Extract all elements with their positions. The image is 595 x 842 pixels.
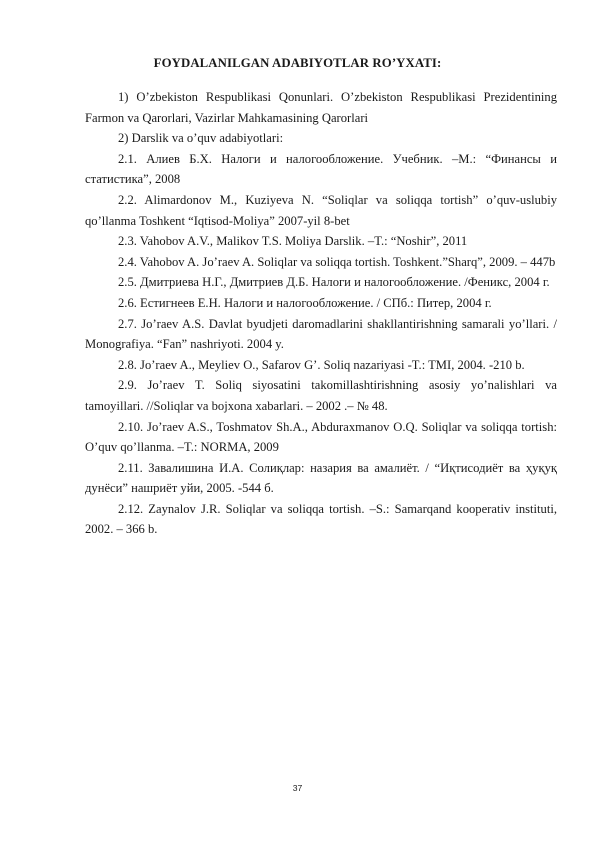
- reference-item: 2) Darslik va o’quv adabiyotlari:: [118, 131, 284, 146]
- reference-item: 1) O’zbekiston Respublikasi Qonunlari. O’zbekiston Respublikasi Prezidentining Farmon va Qarorlari, Vazirlar Mahkamasining Qarorlari: [85, 90, 557, 125]
- reference-item: 2.1. Алиев Б.Х. Налоги и налогообложение. Учебник. –М.: “Финансы и статистика”, 2008: [85, 151, 557, 187]
- reference-item: 2.4. Vahobov A. Jo’raev A. Soliqlar va soliqqa tortish. Toshkent.”Sharq”, 2009. – 447b: [118, 254, 556, 269]
- page-number: 37: [292, 783, 303, 793]
- reference-item: 2.2. Alimardonov M., Kuziyeva N. “Soliqlar va soliqqa tortish” o’quv-uslubiy qo’llanma Toshkent “Iqtisod-Moliya” 2007-yil 8-bet: [85, 192, 557, 228]
- reference-item: 2.7. Jo’raev A.S. Davlat byudjeti daromadlarini shakllantirishning samarali yo’llari. / Monografiya. “Fan” nashriyoti. 2004 y.: [85, 316, 557, 352]
- reference-item: 2.9. Jo’raev T. Soliq siyosatini takomillashtirishning asosiy yo’nalishlari va tamoyillari. //Soliqlar va bojxona xabarlari. – 2002 .– № 48.: [85, 378, 557, 413]
- reference-item: 2.11. Завалишина И.А. Солиқлар: назария ва амалиёт. / “Иқтисодиёт ва ҳуқуқ дунёси” нашриёт уйи, 2005. -544 б.: [85, 460, 557, 496]
- reference-item: 2.5. Дмитриева Н.Г., Дмитриев Д.Б. Налоги и налогообложение. /Феникс, 2004 г.: [118, 275, 550, 290]
- reference-item: 2.8. Jo’raev A., Meyliev O., Safarov G’. Soliq nazariyasi -T.: TMI, 2004. -210 b.: [118, 357, 525, 372]
- reference-list: [85, 87, 557, 540]
- reference-item: 2.12. Zaynalov J.R. Soliqlar va soliqqa tortish. –S.: Samarqand kooperativ instituti, 2002. – 366 b.: [85, 501, 557, 537]
- reference-item: 2.6. Естигнеев Е.Н. Налоги и налогообложение. / СПб.: Питер, 2004 г.: [118, 295, 492, 310]
- page-title: FOYDALANILGAN ADABIYOTLAR RO’YXATI:: [153, 56, 442, 70]
- reference-item: 2.10. Jo’raev A.S., Toshmatov Sh.A., Abduraxmanov O.Q. Soliqlar va soliqqa tortish: O’quv qo’llanma. –T.: NORMA, 2009: [85, 419, 557, 455]
- reference-item: 2.3. Vahobov A.V., Malikov T.S. Moliya Darslik. –T.: “Noshir”, 2011: [118, 234, 468, 249]
